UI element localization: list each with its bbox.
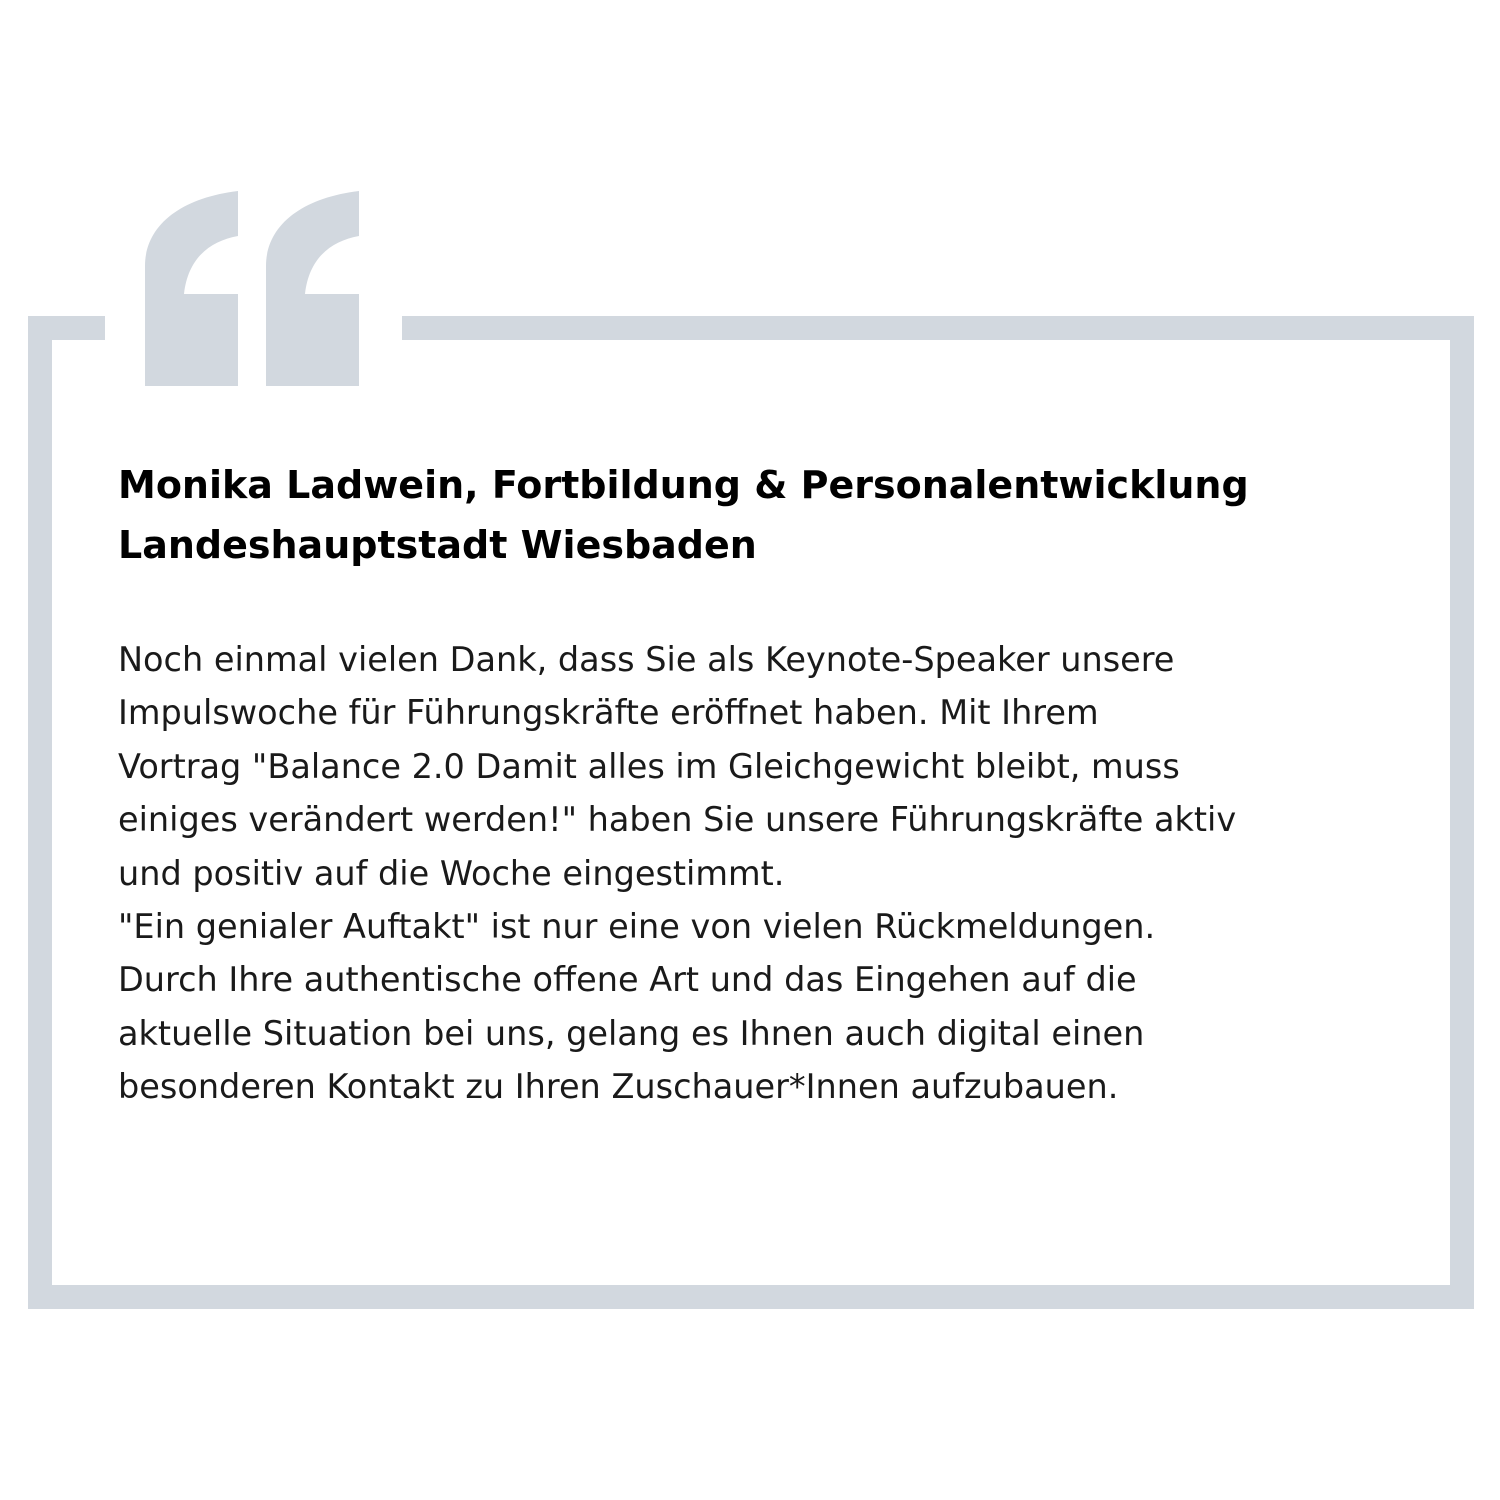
quote-line: "Ein genialer Auftakt" ist nur eine von vielen Rückmeldungen. [118,907,1156,947]
frame-left-edge [28,316,52,1309]
testimonial-author [118,455,1418,575]
author-name-line: Monika Ladwein, Fortbildung & Personalentwicklung [118,463,1249,507]
quote-line: aktuelle Situation bei uns, gelang es Ihnen auch digital einen [118,1013,1145,1053]
frame-top-right-segment [402,316,1474,340]
quote-line: Vortrag "Balance 2.0 Damit alles im Gleichgewicht bleibt, muss [118,746,1180,786]
opening-quotation-mark-icon [140,186,365,390]
quote-line: einiges verändert werden!" haben Sie unsere Führungskräfte aktiv [118,800,1237,840]
author-organization-line: Landeshauptstadt Wiesbaden [118,523,757,567]
testimonial-quote [118,633,1438,1114]
quote-line: Durch Ihre authentische offene Art und das Eingehen auf die [118,960,1137,1000]
quote-line: Impulswoche für Führungskräfte eröffnet haben. Mit Ihrem [118,693,1099,733]
quote-line: und positiv auf die Woche eingestimmt. [118,853,785,893]
quote-line: besonderen Kontakt zu Ihren Zuschauer*Innen aufzubauen. [118,1067,1119,1107]
frame-bottom-edge [28,1285,1474,1309]
quote-line: Noch einmal vielen Dank, dass Sie als Keynote-Speaker unsere [118,640,1175,679]
frame-right-edge [1450,316,1474,1309]
